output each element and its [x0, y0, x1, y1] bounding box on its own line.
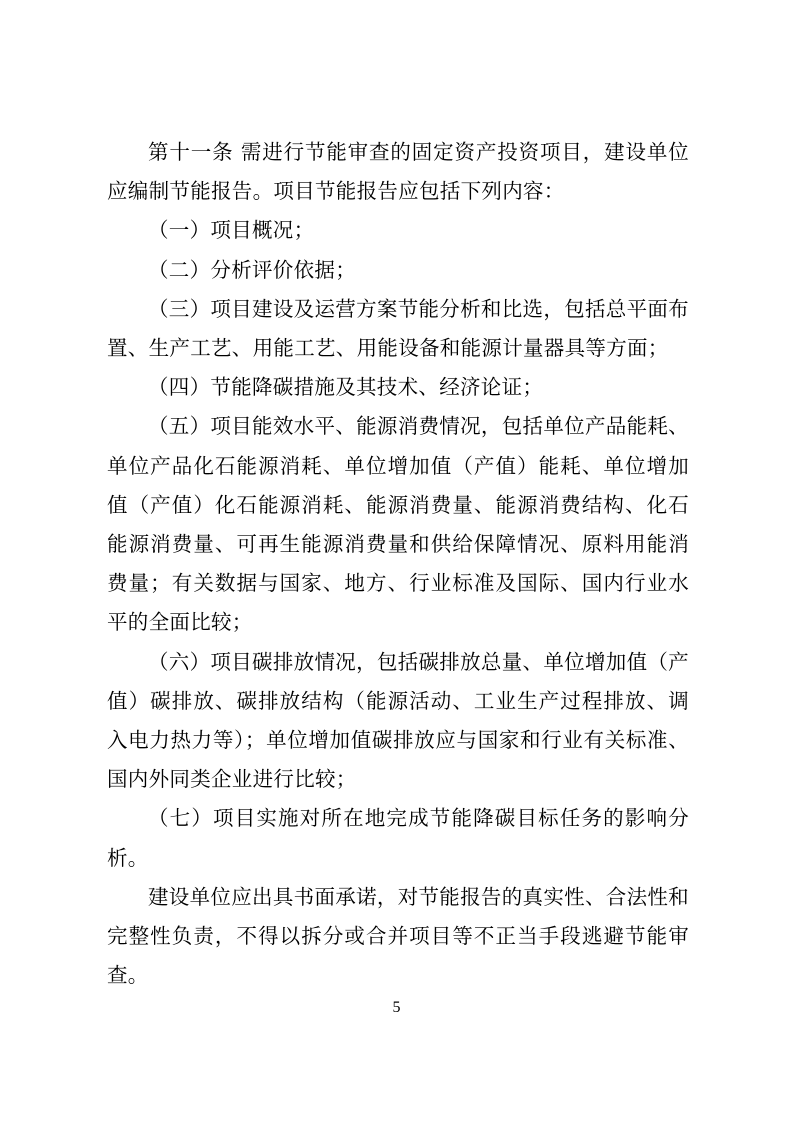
item-6-carbon-emission: （六）项目碳排放情况，包括碳排放总量、单位增加值（产值）碳排放、碳排放结构（能源活动、工业生产过程排放、调入电力热力等）；单位增加值碳排放应与国家和行业有关标准、国内外同类企业进行比较； [107, 649, 689, 792]
document-body [107, 133, 689, 995]
page-number: 5 [392, 999, 401, 1016]
article-11-intro: 第十一条 需进行节能审查的固定资产投资项目，建设单位应编制节能报告。项目节能报告应包括下列内容： [107, 140, 689, 204]
item-5-energy-efficiency: （五）项目能效水平、能源消费情况，包括单位产品能耗、单位产品化石能源消耗、单位增加值（产值）能耗、单位增加值（产值）化石能源消耗、能源消费量、能源消费结构、化石能源消费量、可再生能源消费量和供给保障情况、原料用能消费量；有关数据与国家、地方、行业标准及国际、国内行业水平的全面比较； [107, 414, 689, 635]
item-1-project-overview: （一）项目概况； [148, 218, 315, 243]
item-7-impact-analysis: （七）项目实施对所在地完成节能降碳目标任务的影响分析。 [107, 806, 689, 870]
item-2-evaluation-basis: （二）分析评价依据； [148, 257, 356, 282]
item-3-construction-operation-analysis: （三）项目建设及运营方案节能分析和比选，包括总平面布置、生产工艺、用能工艺、用能设备和能源计量器具等方面； [107, 296, 689, 361]
written-commitment-paragraph: 建设单位应出具书面承诺，对节能报告的真实性、合法性和完整性负责，不得以拆分或合并项目等不正当手段逃避节能审查。 [107, 884, 689, 988]
item-4-energy-saving-measures: （四）节能降碳措施及其技术、经济论证； [148, 375, 544, 400]
